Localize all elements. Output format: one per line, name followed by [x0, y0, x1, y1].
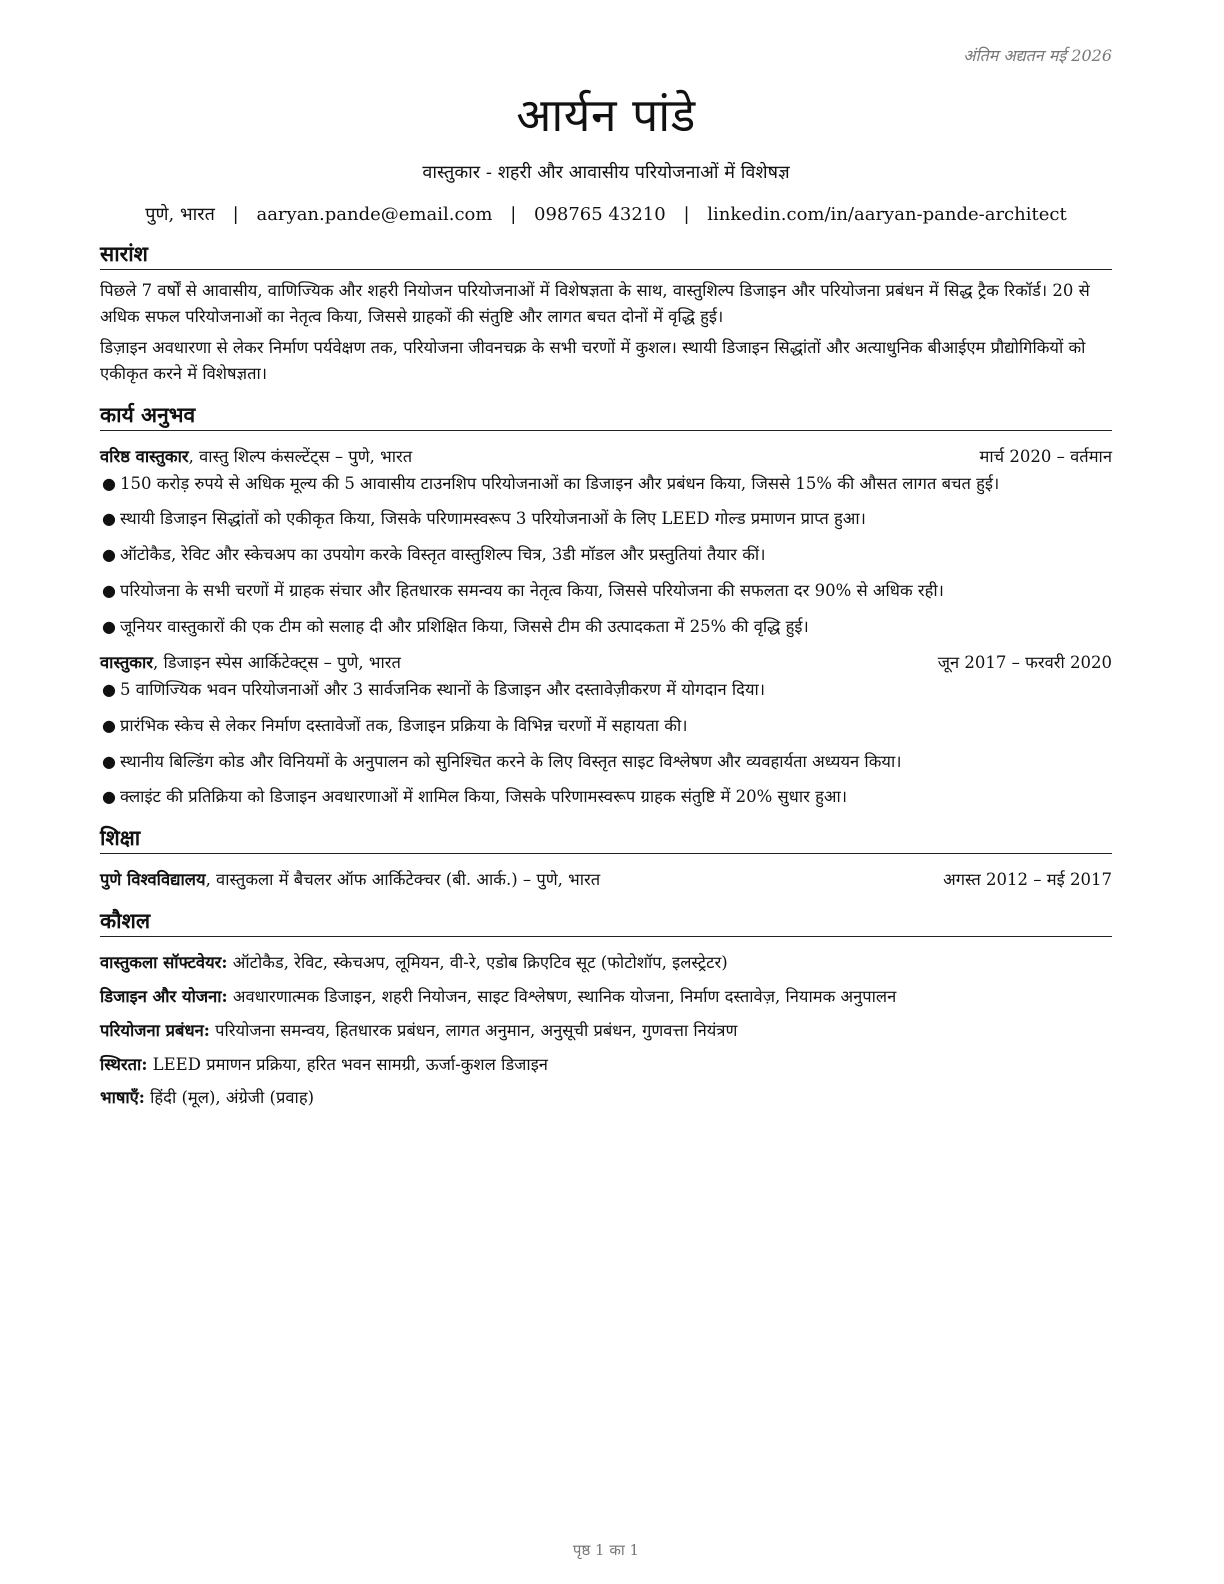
bullet-text: 150 करोड़ रुपये से अधिक मूल्य की 5 आवासीय टाउनशिप परियोजनाओं का डिजाइन और प्रबंधन किया, जिससे 15% की औसत लागत बचत हुई।	[120, 473, 1000, 493]
bullet-text: क्लाइंट की प्रतिक्रिया को डिजाइन अवधारणाओं में शामिल किया, जिसके परिणामस्वरूप ग्राहक संतुष्टि में 20% सुधार हुआ।	[120, 787, 847, 807]
candidate-name: आर्यन पांडे	[516, 88, 696, 142]
list-item	[100, 714, 1112, 739]
bullet-text: प्रारंभिक स्केच से लेकर निर्माण दस्तावेजों तक, डिजाइन प्रक्रिया के विभिन्न चरणों में सहायता की।	[120, 715, 688, 735]
job-dates: जून 2017 – फरवरी 2020	[937, 653, 1112, 673]
education-line	[100, 868, 600, 893]
skills-row	[100, 951, 1112, 976]
job-title-line	[100, 445, 412, 470]
skills-value: अवधारणात्मक डिजाइन, शहरी नियोजन, साइट विश्लेषण, स्थानिक योजना, निर्माण दस्तावेज़, नियामक अनुपालन	[227, 987, 897, 1007]
section-title-summary: सारांश	[100, 240, 1112, 270]
job-dates: मार्च 2020 – वर्तमान	[979, 446, 1112, 466]
contact-linkedin[interactable]: linkedin.com/in/aaryan-pande-architect	[707, 203, 1067, 225]
candidate-tagline: वास्तुकार - शहरी और आवासीय परियोजनाओं में विशेषज्ञ	[422, 162, 790, 184]
section-title-skills: कौशल	[100, 907, 1112, 937]
summary-paragraph: डिज़ाइन अवधारणा से लेकर निर्माण पर्यवेक्षण तक, परियोजना जीवनचक्र के सभी चरणों में कुशल। स्थायी डिजाइन सिद्धांतों और अत्याधुनिक बीआईएम प्रौद्योगिकियों को एकीकृत करने में विशेषज्ञता।	[100, 338, 1086, 383]
list-item	[100, 615, 1112, 640]
page-number-footer: पृष्ठ 1 का 1	[572, 1541, 640, 1559]
section-title-experience: कार्य अनुभव	[100, 401, 1112, 431]
bullet-dot-icon: ●	[102, 545, 116, 565]
skills-row	[100, 1019, 1112, 1044]
summary-paragraph: पिछले 7 वर्षों से आवासीय, वाणिज्यिक और शहरी नियोजन परियोजनाओं में विशेषज्ञता के साथ, वास्तुशिल्प डिजाइन और परियोजना प्रबंधन में सिद्ध ट्रैक रिकॉर्ड। 20 से अधिक सफल परियोजनाओं का नेतृत्व किया, जिससे ग्राहकों की संतुष्टि और लागत बचत दोनों में वृद्धि हुई।	[100, 281, 1090, 326]
bullet-dot-icon: ●	[102, 680, 116, 700]
list-item	[100, 785, 1112, 810]
list-item	[100, 543, 1112, 568]
education-degree: , वास्तुकला में बैचलर ऑफ आर्किटेक्चर (बी. आर्क.) – पुणे, भारत	[205, 870, 601, 890]
job-title-line	[100, 651, 401, 676]
contact-line	[100, 203, 1112, 226]
skills-label: भाषाएँ:	[100, 1088, 145, 1108]
bullet-text: ऑटोकैड, रेविट और स्केचअप का उपयोग करके विस्तृत वास्तुशिल्प चित्र, 3डी मॉडल और प्रस्तुतियां तैयार कीं।	[120, 545, 766, 565]
contact-phone: 098765 43210	[534, 203, 666, 225]
bullet-text: परियोजना के सभी चरणों में ग्राहक संचार और हितधारक समन्वय का नेतृत्व किया, जिससे परियोजना की सफलता दर 90% से अधिक रही।	[120, 580, 944, 600]
list-item	[100, 678, 1112, 703]
education-dates: अगस्त 2012 – मई 2017	[943, 870, 1112, 890]
skills-label: डिजाइन और योजना:	[100, 987, 228, 1007]
bullet-dot-icon: ●	[102, 787, 116, 807]
skills-row	[100, 1053, 1112, 1078]
list-item	[100, 750, 1112, 775]
skills-row	[100, 985, 1112, 1010]
bullet-dot-icon: ●	[102, 509, 116, 529]
list-item	[100, 507, 1112, 532]
education-row	[100, 868, 1112, 893]
skills-label: वास्तुकला सॉफ्टवेयर:	[100, 953, 228, 973]
contact-separator: |	[510, 203, 517, 225]
bullet-text: 5 वाणिज्यिक भवन परियोजनाओं और 3 सार्वजनिक स्थानों के डिजाइन और दस्तावेज़ीकरण में योगदान दिया।	[120, 680, 766, 700]
skills-list	[100, 951, 1112, 1111]
skills-row	[100, 1086, 1112, 1111]
job-company: , डिजाइन स्पेस आर्किटेक्ट्स – पुणे, भारत	[152, 653, 401, 673]
bullet-text: स्थायी डिजाइन सिद्धांतों को एकीकृत किया, जिसके परिणामस्वरूप 3 परियोजनाओं के लिए LEED गोल्ड प्रमाणन प्राप्त हुआ।	[120, 509, 866, 529]
job-role: वास्तुकार	[100, 653, 153, 673]
job-role: वरिष्ठ वास्तुकार	[100, 446, 189, 466]
last-updated-text: अंतिम अद्यतन मई 2026	[963, 46, 1112, 65]
bullet-text: स्थानीय बिल्डिंग कोड और विनियमों के अनुपालन को सुनिश्चित करने के लिए विस्तृत साइट विश्लेषण और व्यवहार्यता अध्ययन किया।	[120, 751, 902, 771]
job-header	[100, 445, 1112, 470]
contact-location: पुणे, भारत	[145, 203, 215, 225]
job-header	[100, 651, 1112, 676]
bullet-dot-icon: ●	[102, 473, 116, 493]
bullet-dot-icon: ●	[102, 751, 116, 771]
section-title-education: शिक्षा	[100, 824, 1112, 854]
skills-label: परियोजना प्रबंधन:	[100, 1020, 210, 1040]
job-company: , वास्तु शिल्प कंसल्टेंट्स – पुणे, भारत	[188, 446, 413, 466]
skills-value: हिंदी (मूल), अंग्रेजी (प्रवाह)	[144, 1088, 315, 1108]
job-bullet-list	[100, 472, 1112, 640]
skills-value: ऑटोकैड, रेविट, स्केचअप, लूमियन, वी-रे, एडोब क्रिएटिव सूट (फोटोशॉप, इलस्ट्रेटर)	[227, 953, 728, 973]
bullet-dot-icon: ●	[102, 616, 116, 636]
skills-value: परियोजना समन्वय, हितधारक प्रबंधन, लागत अनुमान, अनुसूची प्रबंधन, गुणवत्ता नियंत्रण	[209, 1020, 738, 1040]
skills-label: स्थिरता:	[100, 1054, 148, 1074]
skills-value: LEED प्रमाणन प्रक्रिया, हरित भवन सामग्री, ऊर्जा-कुशल डिजाइन	[147, 1054, 548, 1074]
job-bullet-list	[100, 678, 1112, 810]
contact-separator: |	[683, 203, 690, 225]
bullet-dot-icon: ●	[102, 715, 116, 735]
resume-page	[100, 40, 1112, 1560]
contact-separator: |	[232, 203, 239, 225]
bullet-text: जूनियर वास्तुकारों की एक टीम को सलाह दी और प्रशिक्षित किया, जिससे टीम की उत्पादकता में 25% की वृद्धि हुई।	[120, 616, 809, 636]
bullet-dot-icon: ●	[102, 580, 116, 600]
education-institution: पुणे विश्वविद्यालय	[100, 870, 206, 890]
list-item	[100, 472, 1112, 497]
list-item	[100, 579, 1112, 604]
contact-email[interactable]: aaryan.pande@email.com	[256, 203, 493, 225]
